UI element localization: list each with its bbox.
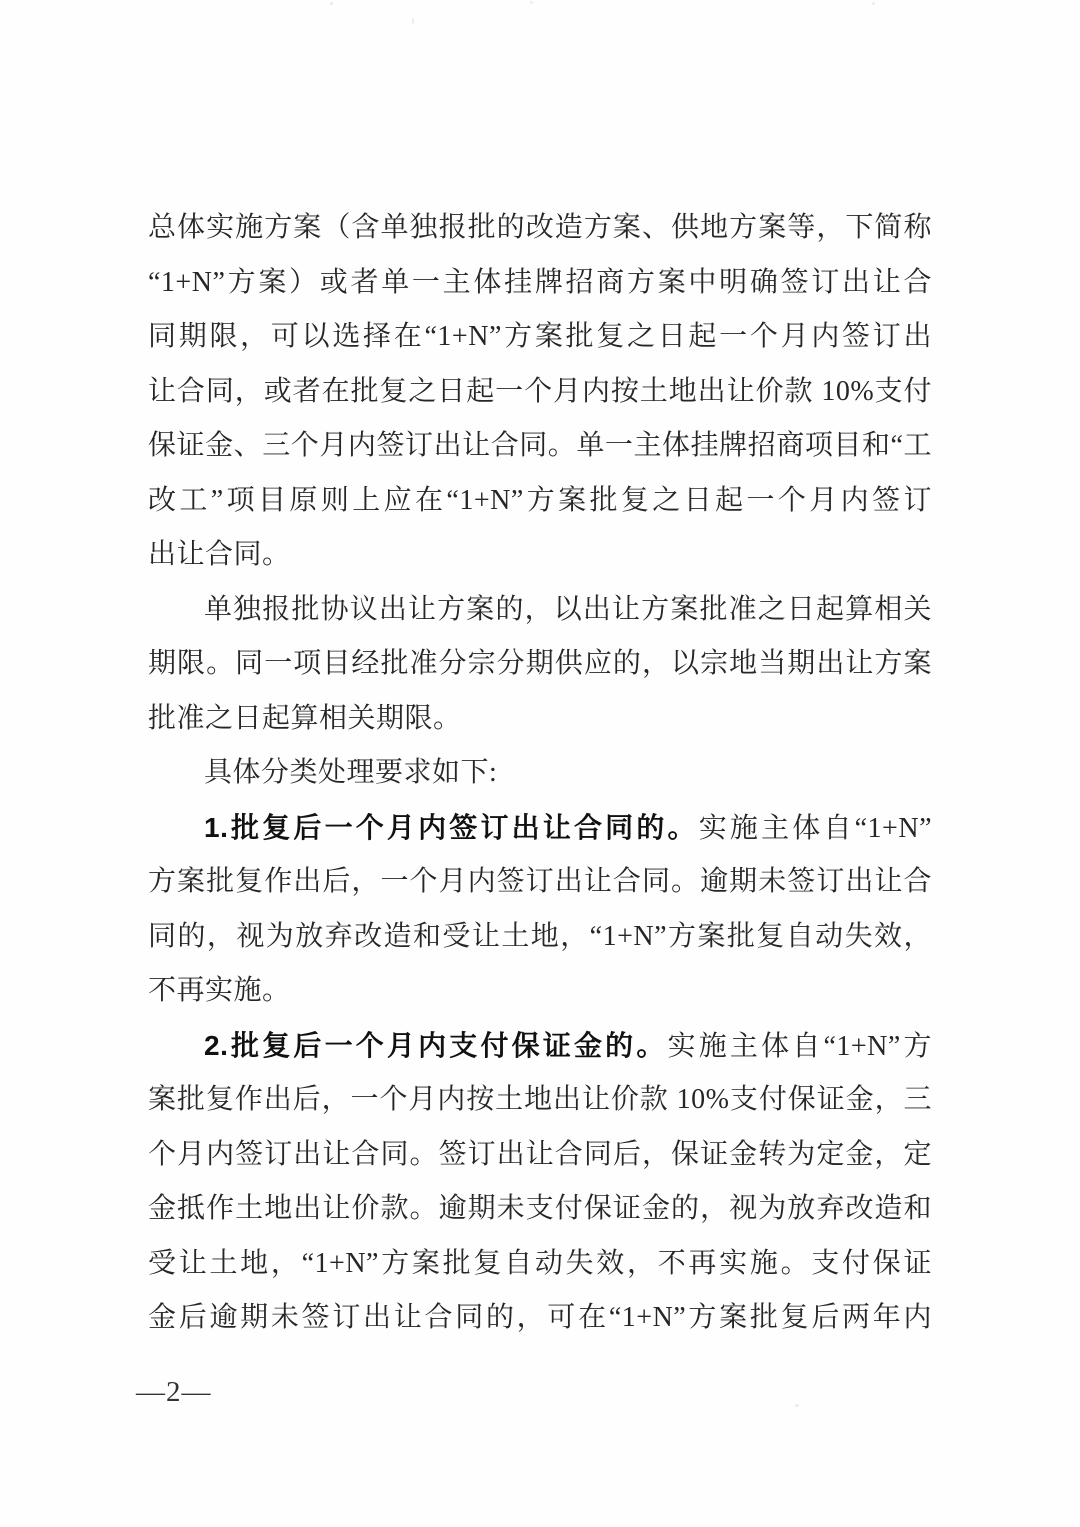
scan-artifact: [330, 2, 333, 5]
line-text: 同的，视为放弃改造和受让土地，“1+N”方案批复自动失效，: [148, 920, 932, 952]
text-line: [148, 256, 932, 311]
paragraph-1: [148, 201, 932, 583]
paragraph-2: [148, 583, 932, 747]
text-line: [148, 419, 932, 474]
text-line: [148, 474, 932, 529]
text-line: [148, 1073, 932, 1128]
scan-artifact: [530, 1, 533, 4]
line-text: 不再实施。: [148, 975, 291, 1006]
text-line: [148, 365, 932, 420]
text-line: [148, 201, 932, 256]
line-text: 总体实施方案（含单独报批的改造方案、供地方案等，下简称: [148, 212, 932, 243]
text-line: [148, 637, 932, 692]
paragraph-4: [148, 801, 932, 1019]
text-line: [148, 855, 932, 910]
line-text: 让合同，或者在批复之日起一个月内按土地出让价款 10%支付: [148, 375, 932, 407]
line-text: 改工”项目原则上应在“1+N”方案批复之日起一个月内签订: [148, 484, 932, 516]
line-text: 受让土地，“1+N”方案批复自动失效，不再实施。支付保证: [148, 1247, 932, 1279]
bold-heading: 2.批复后一个月内支付保证金的。: [204, 1029, 668, 1061]
line-text: 实施主体自“1+N”: [698, 812, 932, 844]
text-line: [148, 1128, 932, 1183]
line-text: 期限。同一项目经批准分宗分期供应的，以宗地当期出让方案: [148, 648, 932, 679]
line-text: 批准之日起算相关期限。: [148, 702, 462, 734]
line-text: 单独报批协议出让方案的，以出让方案批准之日起算相关: [204, 593, 932, 625]
line-text: 同期限，可以选择在“1+N”方案批复之日起一个月内签订出: [148, 321, 932, 352]
scan-artifact: [872, 2, 875, 5]
page-number: —2—: [136, 1376, 212, 1408]
text-line: [148, 1019, 932, 1074]
text-line: [148, 528, 932, 583]
paragraph-5: [148, 1019, 932, 1346]
line-text: 金抵作土地出让价款。逾期未支付保证金的，视为放弃改造和: [148, 1193, 932, 1224]
text-line: [148, 1291, 932, 1346]
line-text: 出让合同。: [148, 539, 291, 570]
text-line: [148, 746, 932, 801]
text-line: [148, 1237, 932, 1292]
text-line: [148, 692, 932, 747]
line-text: 实施主体自“1+N”方: [667, 1030, 932, 1062]
text-line: [148, 1182, 932, 1237]
text-line: [148, 801, 932, 856]
line-text: 案批复作出后，一个月内按土地出让价款 10%支付保证金，三: [148, 1084, 932, 1115]
scan-artifact: [795, 1404, 799, 1407]
scan-artifact: [412, 18, 414, 24]
text-line: [148, 583, 932, 638]
bold-heading: 1.批复后一个月内签订出让合同的。: [204, 811, 699, 843]
paragraph-3: [148, 746, 932, 801]
line-text: 保证金、三个月内签订出让合同。单一主体挂牌招商项目和“工: [148, 430, 932, 461]
line-text: 个月内签订出让合同。签订出让合同后，保证金转为定金，定: [148, 1138, 932, 1170]
text-line: [148, 910, 932, 965]
text-line: [148, 964, 932, 1019]
line-text: 具体分类处理要求如下:: [204, 757, 498, 788]
text-line: [148, 310, 932, 365]
line-text: 方案批复作出后，一个月内签订出让合同。逾期未签订出让合: [148, 866, 932, 897]
line-text: “1+N”方案）或者单一主体挂牌招商方案中明确签订出让合: [148, 266, 932, 298]
document-body: [148, 201, 932, 1346]
line-text: 金后逾期未签订出让合同的，可在“1+N”方案批复后两年内: [148, 1302, 932, 1333]
